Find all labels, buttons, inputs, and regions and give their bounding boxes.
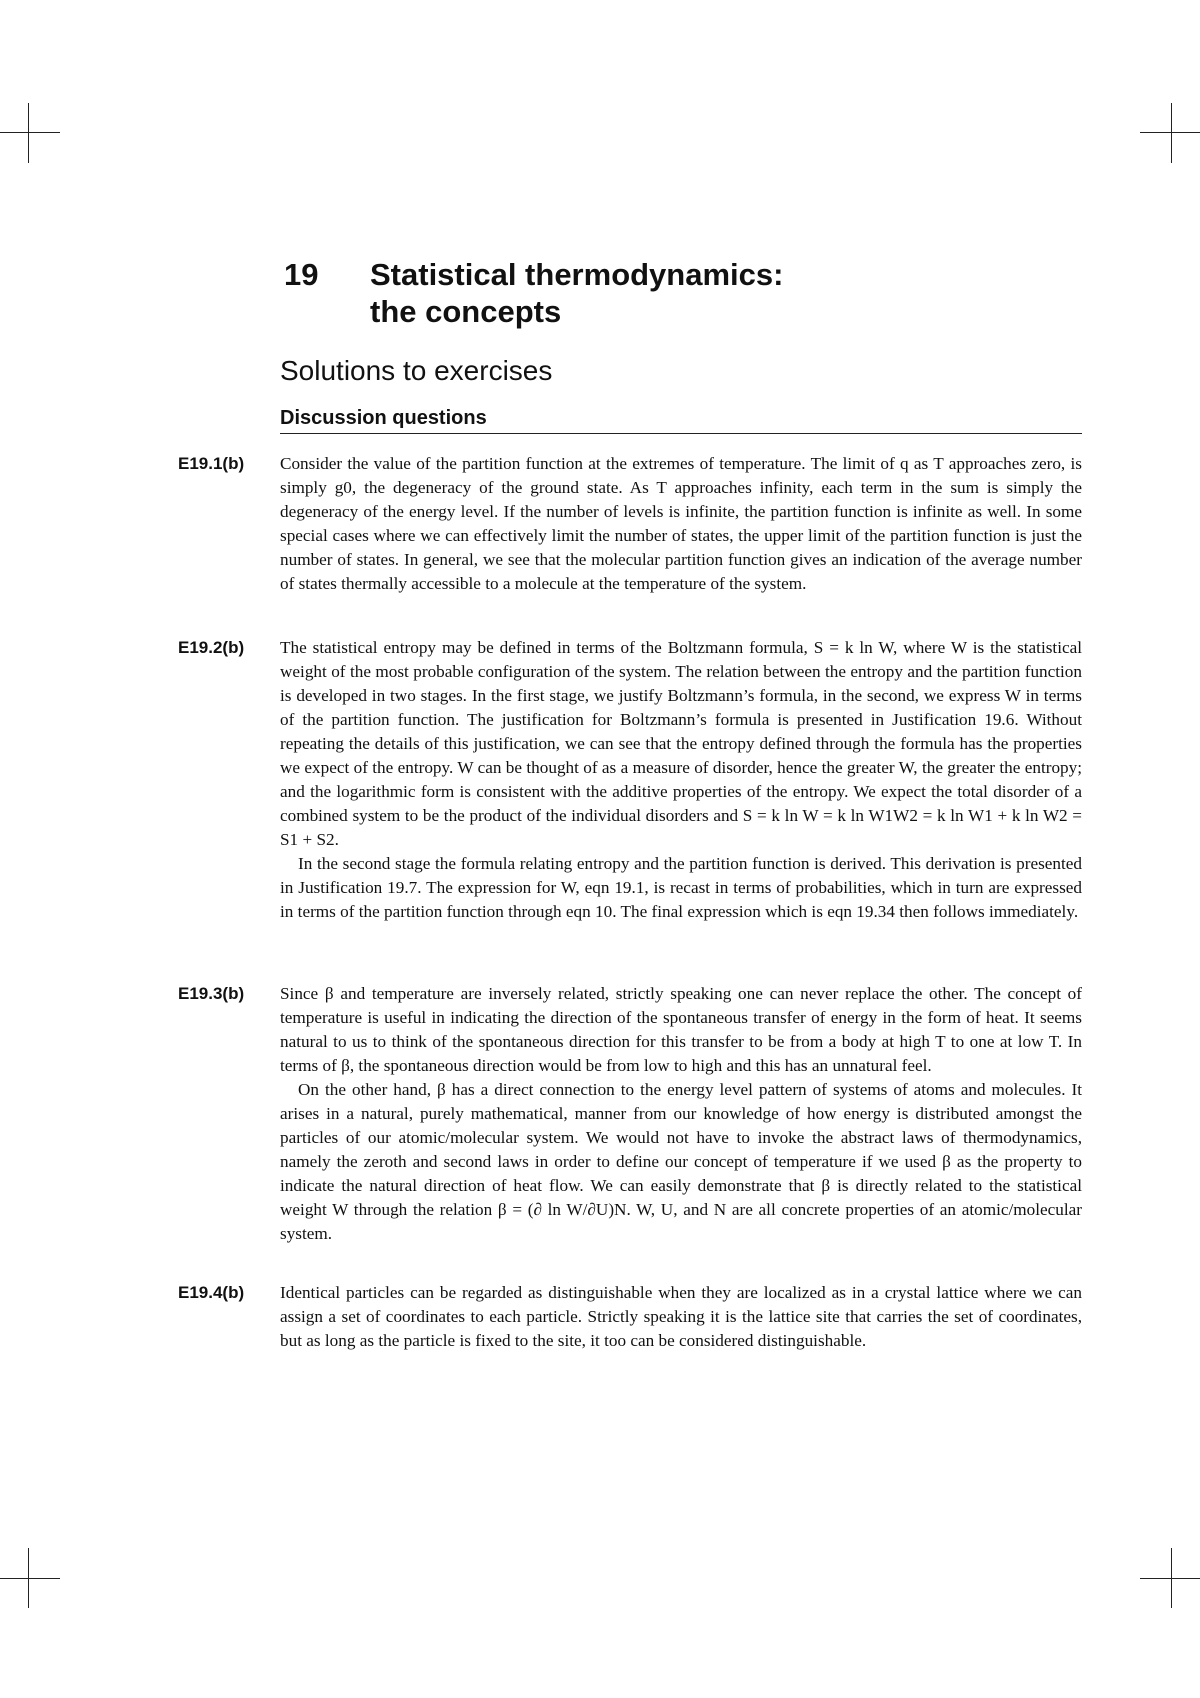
exercise-body [280,1281,1082,1353]
crop-mark [1140,132,1200,133]
exercise-label: E19.1(b) [178,454,245,473]
section-title: Solutions to exercises [280,355,553,386]
crop-mark [1171,1548,1172,1608]
chapter-title [370,256,1050,330]
paragraph: Consider the value of the partition function at the extremes of temperature. The limit of q as T approaches zero, is simply g0, the degeneracy of the ground state. As T approaches infinity, each term in the sum is simply the degeneracy of the energy level. If the number of levels is infinite, the partition function is infinite as well. In some special cases where we can effectively limit the number of states, the upper limit of the partition function is just the number of states. In general, we see that the molecular partition function gives an indication of the average number of states thermally accessible to a molecule at the temperature of the system. [280,454,1082,593]
exercise-body [280,452,1082,596]
crop-mark [28,1548,29,1608]
crop-mark [28,103,29,163]
crop-mark [1140,1578,1200,1579]
exercise-body [280,636,1082,924]
paragraph: On the other hand, β has a direct connection to the energy level pattern of systems of atoms and molecules. It arises in a natural, purely mathematical, manner from our knowledge of how energy is distributed amongst the particles of our atomic/molecular system. We would not have to invoke the abstract laws of thermodynamics, namely the zeroth and second laws in order to define our concept of temperature if we used β as the property to indicate the natural direction of heat flow. We can easily demonstrate that β is directly related to the statistical weight W through the relation β = (∂ ln W/∂U)N. W, U, and N are all concrete properties of an atomic/molecular system. [280,1080,1082,1243]
paragraph: Since β and temperature are inversely related, strictly speaking one can never replace the other. The concept of temperature is useful in indicating the direction of the spontaneous transfer of energy in the form of heat. It seems natural to us to think of the spontaneous direction for this transfer to be from a body at high T to one at low T. In terms of β, the spontaneous direction would be from low to high and this has an unnatural feel. [280,984,1082,1075]
paragraph: The statistical entropy may be defined in terms of the Boltzmann formula, S = k ln W, where W is the statistical weight of the most probable configuration of the system. The relation between the entropy and the partition function is developed in two stages. In the first stage, we justify Boltzmann’s formula, in the second, we express W in terms of the partition function. The justification for Boltzmann’s formula is presented in Justification 19.6. Without repeating the details of this justification, we can see that the entropy defined through the formula has the properties we expect of the entropy. W can be thought of as a measure of disorder, hence the greater W, the greater the entropy; and the logarithmic form is consistent with the additive properties of the entropy. We expect the total disorder of a combined system to be the product of the individual disorders and S = k ln W = k ln W1W2 = k ln W1 + k ln W2 = S1 + S2. [280,638,1082,849]
chapter-title-line: the concepts [370,294,562,329]
crop-mark [0,132,60,133]
subsection-title: Discussion questions [280,407,1082,434]
chapter-number: 19 [284,257,319,292]
exercise-label: E19.3(b) [178,984,245,1003]
crop-mark [0,1578,60,1579]
paragraph: In the second stage the formula relating entropy and the partition function is derived. This derivation is presented in Justification 19.7. The expression for W, eqn 19.1, is recast in terms of probabilities, which in turn are expressed in terms of the partition function through eqn 10. The final expression which is eqn 19.34 then follows immediately. [280,854,1082,921]
chapter-title-line: Statistical thermodynamics: [370,257,784,292]
crop-mark [1171,103,1172,163]
exercise-label: E19.2(b) [178,638,245,657]
paragraph: Identical particles can be regarded as distinguishable when they are localized as in a crystal lattice where we can assign a set of coordinates to each particle. Strictly speaking it is the lattice site that carries the set of coordinates, but as long as the particle is fixed to the site, it too can be considered distinguishable. [280,1283,1082,1350]
exercise-body [280,982,1082,1246]
exercise-label: E19.4(b) [178,1283,245,1302]
